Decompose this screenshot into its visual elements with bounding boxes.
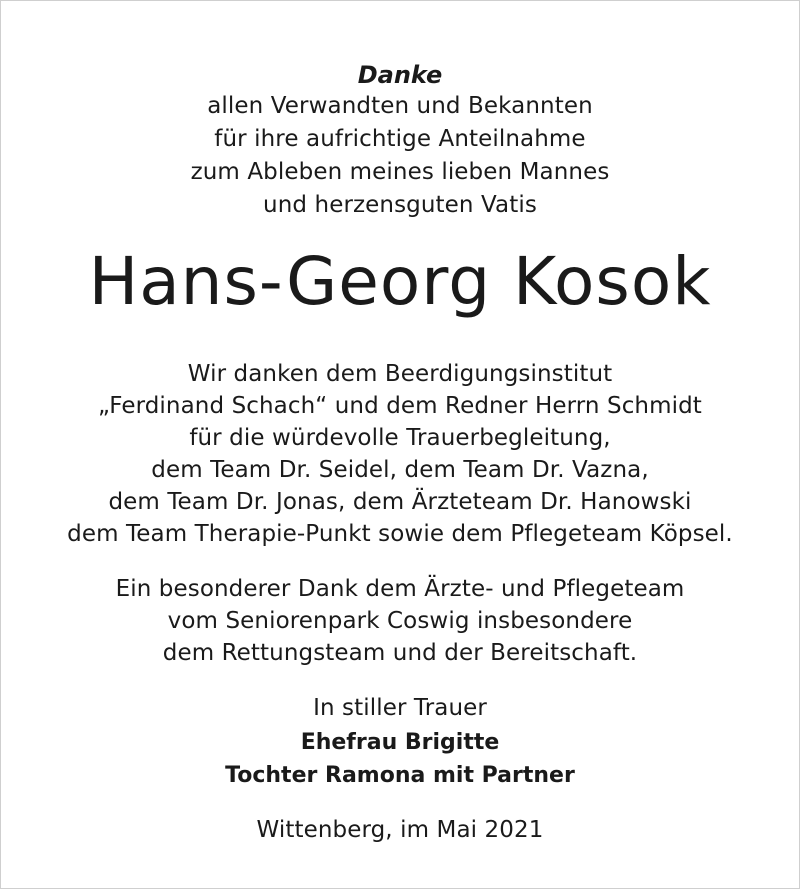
thanks-line: dem Team Dr. Jonas, dem Ärzteteam Dr. Hanowski	[108, 489, 692, 515]
thanks-line: dem Team Therapie-Punkt sowie dem Pflegeteam Köpsel.	[67, 521, 733, 547]
thanks-line: Wir danken dem Beerdigungsinstitut	[187, 361, 613, 387]
header-line: allen Verwandten und Bekannten	[207, 93, 593, 119]
thanks-line: dem Team Dr. Seidel, dem Team Dr. Vazna,	[151, 457, 649, 483]
thanks-line: „Ferdinand Schach“ und dem Redner Herrn Schmidt	[98, 393, 702, 419]
header-line: zum Ableben meines lieben Mannes	[190, 159, 610, 185]
place-date: Wittenberg, im Mai 2021	[256, 817, 544, 843]
header-line: für ihre aufrichtige Anteilnahme	[214, 126, 586, 152]
danke-heading: Danke	[357, 61, 443, 89]
special-thanks-line: dem Rettungsteam und der Bereitschaft.	[162, 640, 638, 666]
mourner-name: Ehefrau Brigitte	[300, 730, 500, 755]
thanks-line: für die würdevolle Trauerbegleitung,	[189, 425, 611, 451]
mourners-intro: In stiller Trauer	[313, 695, 487, 721]
header-line: und herzensguten Vatis	[263, 192, 537, 218]
special-thanks-line: Ein besonderer Dank dem Ärzte- und Pflegeteam	[115, 576, 685, 602]
special-thanks-line: vom Seniorenpark Coswig insbesondere	[167, 608, 633, 634]
mourner-name: Tochter Ramona mit Partner	[225, 763, 575, 788]
deceased-name: Hans-Georg Kosok	[88, 243, 712, 320]
